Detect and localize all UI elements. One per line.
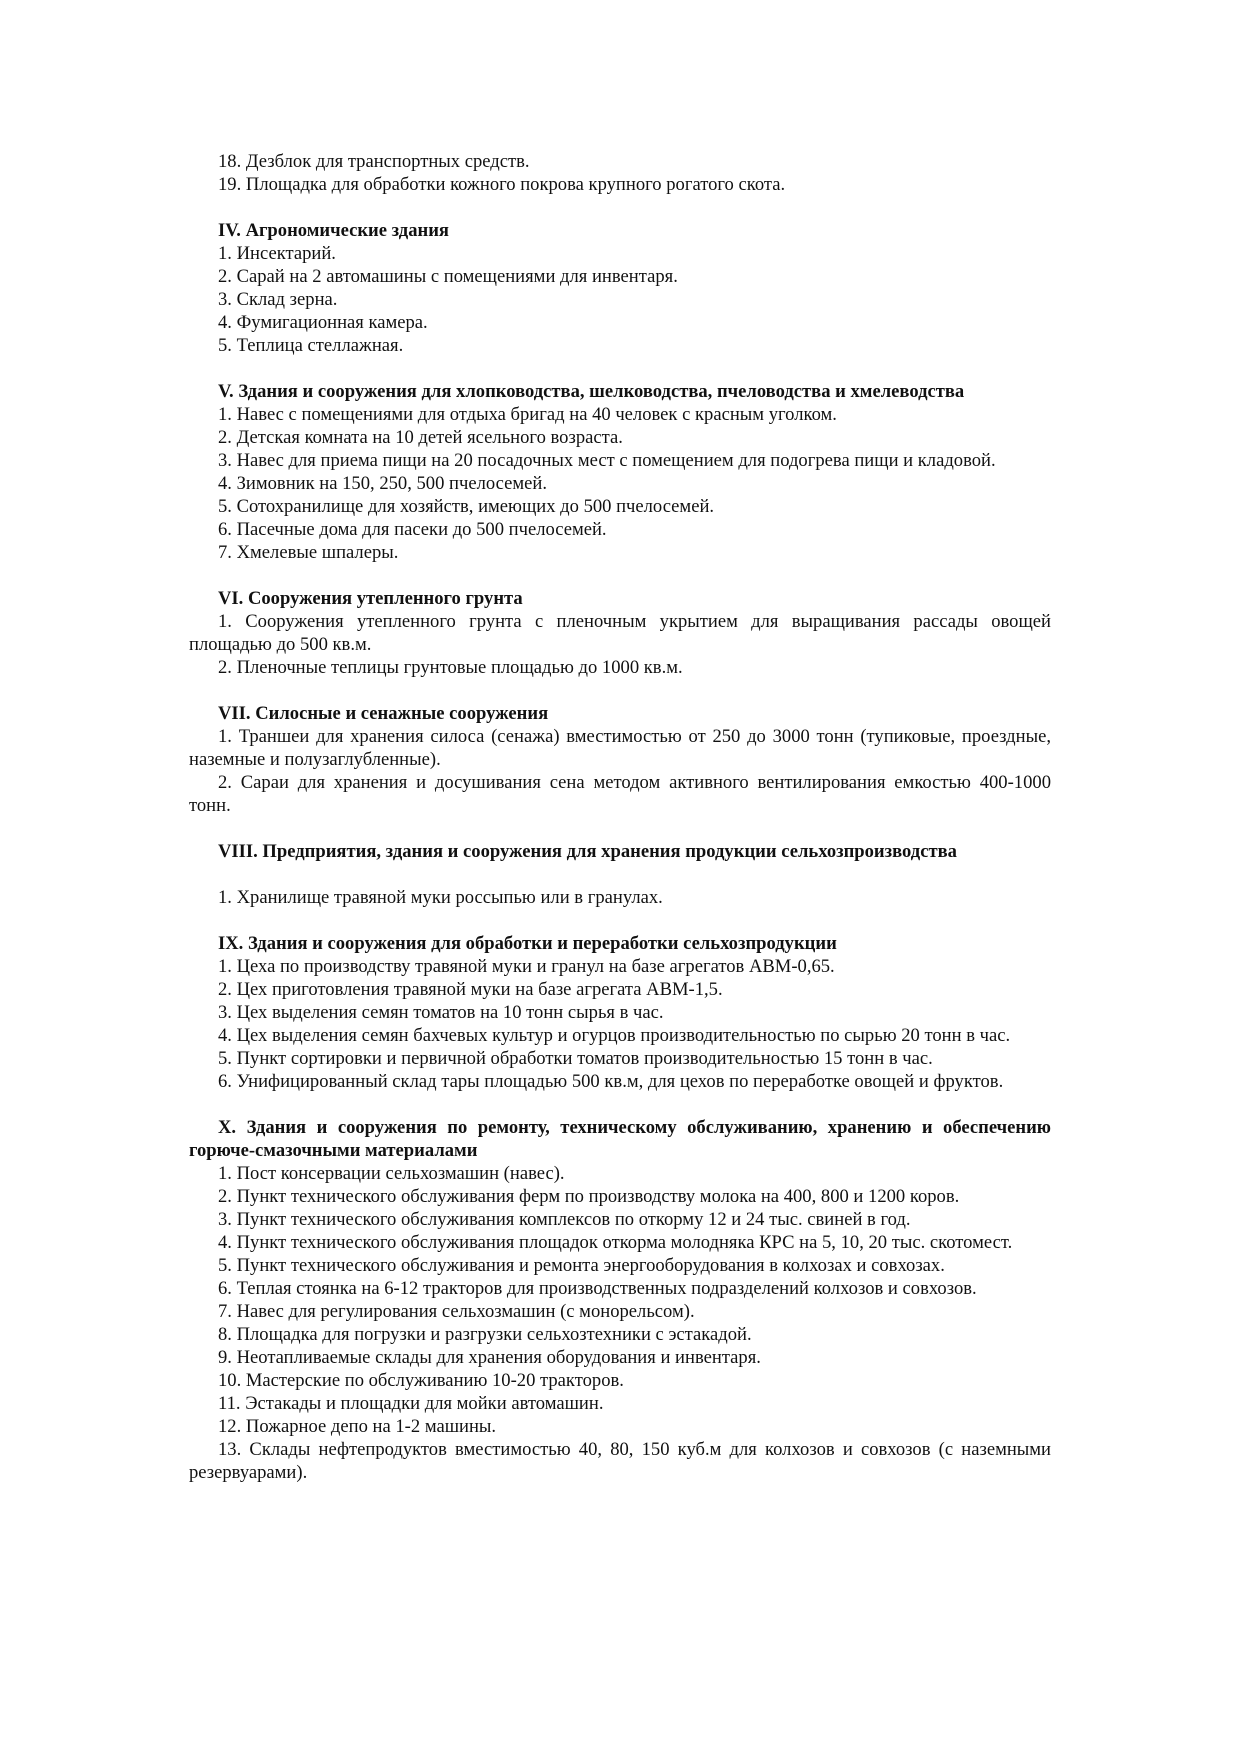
- section-heading: VII. Силосные и сенажные сооружения: [218, 703, 549, 724]
- list-item: 4. Фумигационная камера.: [218, 312, 428, 333]
- section-heading: VI. Сооружения утепленного грунта: [218, 588, 523, 609]
- list-item: 2. Сарай на 2 автомашины с помещениями для инвентаря.: [218, 266, 678, 287]
- list-item: 13. Склады нефтепродуктов вместимостью 40, 80, 150 куб.м для колхозов и совхозов (с наземными резервуарами).: [189, 1439, 1051, 1483]
- list-item: 7. Хмелевые шпалеры.: [218, 542, 399, 563]
- list-item: 12. Пожарное депо на 1-2 машины.: [218, 1416, 497, 1437]
- list-item: 18. Дезблок для транспортных средств.: [218, 151, 530, 172]
- list-item: 1. Траншеи для хранения силоса (сенажа) вместимостью от 250 до 3000 тонн (тупиковые, проездные, наземные и полузаглубленные).: [189, 726, 1051, 770]
- list-item: 9. Неотапливаемые склады для хранения оборудования и инвентаря.: [218, 1347, 761, 1368]
- list-item: 11. Эстакады и площадки для мойки автомашин.: [218, 1393, 604, 1414]
- list-item: 2. Пункт технического обслуживания ферм по производству молока на 400, 800 и 1200 коров.: [218, 1186, 960, 1207]
- list-item: 19. Площадка для обработки кожного покрова крупного рогатого скота.: [218, 174, 786, 195]
- list-item: 1. Сооружения утепленного грунта с пленочным укрытием для выращивания рассады овощей площадью до 500 кв.м.: [189, 611, 1051, 655]
- list-item: 2. Цех приготовления травяной муки на базе агрегата АВМ-1,5.: [218, 979, 723, 1000]
- list-item: 4. Цех выделения семян бахчевых культур и огурцов производительностью по сырью 20 тонн в час.: [218, 1025, 1011, 1046]
- list-item: 3. Пункт технического обслуживания комплексов по откорму 12 и 24 тыс. свиней в год.: [218, 1209, 911, 1230]
- section-heading: V. Здания и сооружения для хлопководства, шелководства, пчеловодства и хмелеводства: [218, 381, 965, 402]
- list-item: 1. Хранилище травяной муки россыпью или в гранулах.: [218, 887, 663, 908]
- document-page: [189, 150, 1051, 1484]
- list-item: 7. Навес для регулирования сельхозмашин (с монорельсом).: [218, 1301, 695, 1322]
- list-item: 10. Мастерские по обслуживанию 10-20 тракторов.: [218, 1370, 624, 1391]
- list-item: 1. Инсектарий.: [218, 243, 336, 264]
- section-heading: IV. Агрономические здания: [218, 220, 449, 241]
- list-item: 2. Сараи для хранения и досушивания сена методом активного вентилирования емкостью 400-1000 тонн.: [189, 772, 1051, 816]
- section-heading: X. Здания и сооружения по ремонту, техническому обслуживанию, хранению и обеспечению горюче-смазочными материалами: [189, 1117, 1051, 1161]
- list-item: 3. Навес для приема пищи на 20 посадочных мест с помещением для подогрева пищи и кладовой.: [218, 450, 996, 471]
- list-item: 3. Склад зерна.: [218, 289, 338, 310]
- list-item: 6. Пасечные дома для пасеки до 500 пчелосемей.: [218, 519, 607, 540]
- list-item: 1. Навес с помещениями для отдыха бригад на 40 человек с красным уголком.: [218, 404, 837, 425]
- list-item: 6. Теплая стоянка на 6-12 тракторов для производственных подразделений колхозов и совхозов.: [218, 1278, 977, 1299]
- list-item: 1. Пост консервации сельхозмашин (навес).: [218, 1163, 565, 1184]
- list-item: 4. Зимовник на 150, 250, 500 пчелосемей.: [218, 473, 547, 494]
- list-item: 3. Цех выделения семян томатов на 10 тонн сырья в час.: [218, 1002, 664, 1023]
- list-item: 5. Теплица стеллажная.: [218, 335, 404, 356]
- list-item: 5. Сотохранилище для хозяйств, имеющих до 500 пчелосемей.: [218, 496, 715, 517]
- list-item: 1. Цеха по производству травяной муки и гранул на базе агрегатов АВМ-0,65.: [218, 956, 835, 977]
- list-item: 4. Пункт технического обслуживания площадок откорма молодняка КРС на 5, 10, 20 тыс. скотомест.: [218, 1232, 1013, 1253]
- section-heading: VIII. Предприятия, здания и сооружения для хранения продукции сельхозпроизводства: [218, 841, 957, 862]
- list-item: 2. Пленочные теплицы грунтовые площадью до 1000 кв.м.: [218, 657, 683, 678]
- list-item: 5. Пункт сортировки и первичной обработки томатов производительностью 15 тонн в час.: [218, 1048, 933, 1069]
- list-item: 5. Пункт технического обслуживания и ремонта энергооборудования в колхозах и совхозах.: [218, 1255, 945, 1276]
- list-item: 2. Детская комната на 10 детей ясельного возраста.: [218, 427, 623, 448]
- list-item: 6. Унифицированный склад тары площадью 500 кв.м, для цехов по переработке овощей и фруктов.: [218, 1071, 1004, 1092]
- section-heading: IX. Здания и сооружения для обработки и переработки сельхозпродукции: [218, 933, 837, 954]
- list-item: 8. Площадка для погрузки и разгрузки сельхозтехники с эстакадой.: [218, 1324, 752, 1345]
